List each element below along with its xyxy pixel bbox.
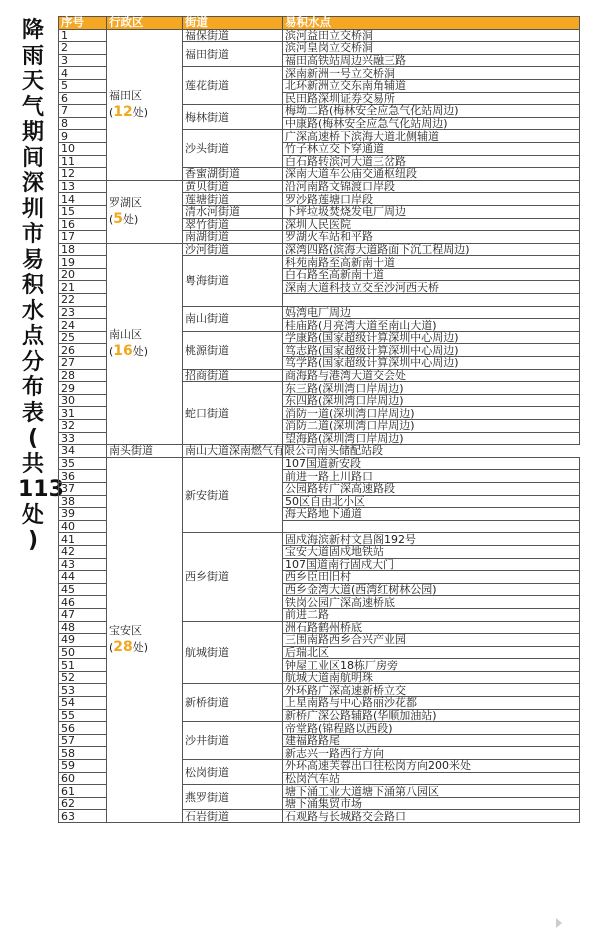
- row-number: 29: [59, 382, 107, 395]
- location-cell: 南山大道深南燃气有限公司南头储配站段: [183, 445, 283, 458]
- row-number: 34: [59, 445, 107, 458]
- row-number: 3: [59, 54, 107, 67]
- street-cell: 梅林街道: [183, 105, 283, 130]
- street-cell: 石岩街道: [183, 810, 283, 823]
- title-char: 降: [21, 18, 44, 43]
- title-char: 易: [21, 247, 44, 273]
- location-cell: 上星南路与中心路丽沙花都: [283, 697, 580, 710]
- location-cell: 笃志路(国家超级计算深圳中心周边): [283, 344, 580, 357]
- location-cell: 罗沙路莲塘口岸段: [283, 193, 580, 206]
- location-cell: 公园路转广深高速路段: [283, 482, 580, 495]
- street-cell: 沙河街道: [183, 243, 283, 256]
- title-char: 气: [21, 94, 44, 120]
- scroll-arrow-icon: [556, 918, 562, 928]
- district-name: 福田区: [109, 89, 142, 103]
- title-char: 雨: [21, 43, 44, 69]
- location-cell: 50区自由北小区: [283, 495, 580, 508]
- location-cell: 前进二路: [283, 608, 580, 621]
- location-cell: 沿河南路文锦渡口岸段: [283, 180, 580, 193]
- table-header-row: [59, 17, 580, 30]
- street-cell: 西乡街道: [183, 533, 283, 621]
- row-number: 47: [59, 608, 107, 621]
- row-number: 9: [59, 130, 107, 143]
- row-number: 40: [59, 520, 107, 533]
- title-char: 分: [21, 349, 44, 375]
- table-row: [59, 243, 580, 256]
- street-cell: 粤海街道: [183, 256, 283, 306]
- street-cell: 沙头街道: [183, 130, 283, 168]
- row-number: 43: [59, 558, 107, 571]
- row-number: 6: [59, 92, 107, 105]
- title-char: 积: [21, 273, 44, 298]
- row-number: 10: [59, 142, 107, 155]
- row-number: 7: [59, 105, 107, 118]
- row-number: 45: [59, 583, 107, 596]
- row-number: 21: [59, 281, 107, 294]
- street-cell: 南头街道: [107, 445, 183, 458]
- title-char: 市: [21, 222, 44, 247]
- row-number: 52: [59, 671, 107, 684]
- title-char: 113: [18, 477, 64, 502]
- title-char: 间: [21, 145, 44, 171]
- row-number: 42: [59, 545, 107, 558]
- location-cell: 罗湖火车站和平路: [283, 231, 580, 244]
- district-count-number: 12: [113, 104, 133, 121]
- location-cell: 后瑞北区: [283, 646, 580, 659]
- district-count-unit: 处: [132, 345, 144, 359]
- location-cell: 帝堂路(锦程路以西段): [283, 722, 580, 735]
- row-number: 37: [59, 482, 107, 495]
- row-number: 60: [59, 772, 107, 785]
- row-number: 62: [59, 797, 107, 810]
- row-number: 33: [59, 432, 107, 445]
- row-number: 55: [59, 709, 107, 722]
- row-number: 44: [59, 571, 107, 584]
- district-name: 罗湖区: [109, 196, 142, 210]
- title-char: 表: [21, 400, 44, 426]
- location-cell: 新志兴一路西行方向: [283, 747, 580, 760]
- location-cell: 东三路(深圳湾口岸周边): [283, 382, 580, 395]
- street-cell: 新桥街道: [183, 684, 283, 722]
- location-cell: 下坪垃圾焚烧发电厂周边: [283, 205, 580, 218]
- location-cell: 北环新洲立交东南角辅道: [283, 79, 580, 92]
- location-cell: 航城大道南航明珠: [283, 671, 580, 684]
- street-cell: 沙井街道: [183, 722, 283, 760]
- title-char: ): [27, 528, 39, 553]
- district-name: 南山区: [109, 328, 142, 342]
- row-number: 19: [59, 256, 107, 269]
- district-count: (5处): [109, 211, 139, 228]
- row-number: 14: [59, 193, 107, 206]
- street-cell: 莲塘街道: [183, 193, 283, 206]
- row-number: 57: [59, 734, 107, 747]
- location-cell: [283, 294, 580, 307]
- location-cell: 深南大道车公庙交通枢纽段: [283, 168, 580, 181]
- location-cell: 福田高铁站周边兴融三路: [283, 54, 580, 67]
- location-cell: 三围南路西乡合兴产业园: [283, 634, 580, 647]
- street-cell: 福保街道: [183, 29, 283, 42]
- row-number: 2: [59, 42, 107, 55]
- location-cell: 固戍海滨新村文昌阁192号: [283, 533, 580, 546]
- row-number: 46: [59, 596, 107, 609]
- row-number: 38: [59, 495, 107, 508]
- title-char: 圳: [21, 196, 44, 222]
- row-number: 18: [59, 243, 107, 256]
- row-number: 20: [59, 268, 107, 281]
- row-number: 12: [59, 168, 107, 181]
- row-number: 11: [59, 155, 107, 168]
- street-cell: 莲花街道: [183, 67, 283, 105]
- row-number: 59: [59, 760, 107, 773]
- street-cell: 香蜜湖街道: [183, 168, 283, 181]
- row-number: 17: [59, 231, 107, 244]
- row-number: 16: [59, 218, 107, 231]
- location-cell: 商海路与港湾大道交会处: [283, 369, 580, 382]
- location-cell: 石观路与长城路交会路口: [283, 810, 580, 823]
- title-char: 点: [21, 324, 44, 349]
- location-cell: 广深高速桥下滨海大道北侧辅道: [283, 130, 580, 143]
- row-number: 39: [59, 508, 107, 521]
- location-cell: 消防二道(深圳湾口岸周边): [283, 420, 580, 433]
- district-count-unit: 处: [123, 213, 135, 227]
- row-number: 28: [59, 369, 107, 382]
- location-cell: 西乡臣田旧村: [283, 571, 580, 584]
- location-cell: 白石路至高新南十道: [283, 268, 580, 281]
- location-cell: 前进一路上川路口: [283, 470, 580, 483]
- title-char: 共: [21, 451, 44, 477]
- location-cell: 东四路(深圳湾口岸周边): [283, 394, 580, 407]
- location-cell: 塘下涌集贸市场: [283, 797, 580, 810]
- district-count: (28处): [109, 639, 149, 656]
- title-char: 处: [21, 502, 44, 528]
- district-count-number: 5: [113, 211, 124, 228]
- title-char: (: [27, 426, 39, 451]
- title-char: 水: [21, 298, 44, 324]
- location-cell: 107国道新安段: [283, 457, 580, 470]
- street-cell: 蛇口街道: [183, 382, 283, 445]
- row-number: 5: [59, 79, 107, 92]
- title-char: 期: [21, 120, 44, 145]
- row-number: 61: [59, 785, 107, 798]
- location-cell: 民田路深圳证券交易所: [283, 92, 580, 105]
- street-cell: 翠竹街道: [183, 218, 283, 231]
- row-number: 53: [59, 684, 107, 697]
- page-title: [18, 18, 64, 554]
- row-number: 25: [59, 331, 107, 344]
- location-cell: 宝安大道固戍地铁站: [283, 545, 580, 558]
- row-number: 13: [59, 180, 107, 193]
- location-cell: 洲石路鹤州桥底: [283, 621, 580, 634]
- row-number: 8: [59, 117, 107, 130]
- row-number: 4: [59, 67, 107, 80]
- street-cell: 新安街道: [183, 457, 283, 533]
- district-count-unit: 处: [132, 106, 144, 120]
- district-cell: [107, 457, 183, 822]
- location-cell: [283, 520, 580, 533]
- row-number: 22: [59, 294, 107, 307]
- location-cell: 深圳人民医院: [283, 218, 580, 231]
- table-row: [59, 29, 580, 42]
- row-number: 31: [59, 407, 107, 420]
- header-street: 街道: [183, 17, 283, 30]
- row-number: 35: [59, 457, 107, 470]
- street-cell: 招商街道: [183, 369, 283, 382]
- location-cell: 滨河益田立交桥洞: [283, 29, 580, 42]
- title-char: 深: [21, 171, 44, 196]
- location-cell: 望海路(深圳湾口岸周边): [283, 432, 580, 445]
- street-cell: 清水河街道: [183, 205, 283, 218]
- header-district: 行政区: [107, 17, 183, 30]
- street-cell: 南山街道: [183, 306, 283, 331]
- district-count: (16处): [109, 343, 149, 360]
- row-number: 41: [59, 533, 107, 546]
- row-number: 36: [59, 470, 107, 483]
- location-cell: 白石路转滨河大道三岔路: [283, 155, 580, 168]
- row-number: 24: [59, 319, 107, 332]
- table-row: [59, 180, 580, 193]
- row-number: 15: [59, 205, 107, 218]
- district-cell: [107, 243, 183, 445]
- location-cell: 深南新洲一号立交桥洞: [283, 67, 580, 80]
- header-location: 易积水点: [283, 17, 580, 30]
- street-cell: 福田街道: [183, 42, 283, 67]
- location-cell: 笃学路(国家超级计算深圳中心周边): [283, 357, 580, 370]
- row-number: 1: [59, 29, 107, 42]
- row-number: 49: [59, 634, 107, 647]
- location-cell: 钟屋工业区18栋厂房旁: [283, 659, 580, 672]
- row-number: 26: [59, 344, 107, 357]
- row-number: 54: [59, 697, 107, 710]
- location-cell: 滨河皇岗立交桥洞: [283, 42, 580, 55]
- district-name: 宝安区: [109, 624, 142, 638]
- row-number: 63: [59, 810, 107, 823]
- header-no: 序号: [59, 17, 107, 30]
- table-row: [59, 445, 580, 458]
- row-number: 32: [59, 420, 107, 433]
- district-count-number: 28: [113, 639, 133, 656]
- location-cell: 桂庙路(月亮湾大道至南山大道): [283, 319, 580, 332]
- location-cell: 妈湾电厂周边: [283, 306, 580, 319]
- street-cell: 松岗街道: [183, 760, 283, 785]
- waterlogging-table: [58, 16, 580, 823]
- location-cell: 消防一道(深圳湾口岸周边): [283, 407, 580, 420]
- location-cell: 外环高速芙蓉出口往松岗方向200米处: [283, 760, 580, 773]
- location-cell: 中康路(梅林安全应急气化站周边): [283, 117, 580, 130]
- location-cell: 107国道南行固戍大门: [283, 558, 580, 571]
- row-number: 50: [59, 646, 107, 659]
- location-cell: 竹子林立交下穿通道: [283, 142, 580, 155]
- location-cell: 新桥广深公路辅路(华顺加油站): [283, 709, 580, 722]
- street-cell: 桃源街道: [183, 331, 283, 369]
- location-cell: 塘下涌工业大道塘下涌第八园区: [283, 785, 580, 798]
- location-cell: 海天路地下通道: [283, 508, 580, 521]
- location-cell: 梅坳二路(梅林安全应急气化站周边): [283, 105, 580, 118]
- district-count: (12处): [109, 104, 149, 121]
- location-cell: 深南大道科技立交至沙河西天桥: [283, 281, 580, 294]
- location-cell: 西乡金湾大道(西湾红树林公园): [283, 583, 580, 596]
- street-cell: 航城街道: [183, 621, 283, 684]
- title-char: 天: [21, 69, 44, 94]
- street-cell: 南湖街道: [183, 231, 283, 244]
- district-cell: [107, 180, 183, 243]
- district-count-unit: 处: [132, 641, 144, 655]
- row-number: 23: [59, 306, 107, 319]
- street-cell: 黄贝街道: [183, 180, 283, 193]
- row-number: 58: [59, 747, 107, 760]
- street-cell: 燕罗街道: [183, 785, 283, 810]
- location-cell: 铁岗公园广深高速桥底: [283, 596, 580, 609]
- location-cell: 学康路(国家超级计算深圳中心周边): [283, 331, 580, 344]
- location-cell: 深湾四路(滨海大道路面下沉工程周边): [283, 243, 580, 256]
- district-cell: [107, 29, 183, 180]
- row-number: 56: [59, 722, 107, 735]
- district-count-number: 16: [113, 343, 133, 360]
- location-cell: 外环路广深高速新桥立交: [283, 684, 580, 697]
- row-number: 27: [59, 357, 107, 370]
- row-number: 48: [59, 621, 107, 634]
- location-cell: 建福路路尾: [283, 734, 580, 747]
- location-cell: 松岗汽车站: [283, 772, 580, 785]
- row-number: 30: [59, 394, 107, 407]
- table-row: [59, 457, 580, 470]
- row-number: 51: [59, 659, 107, 672]
- title-char: 布: [21, 375, 44, 400]
- location-cell: 科苑南路至高新南十道: [283, 256, 580, 269]
